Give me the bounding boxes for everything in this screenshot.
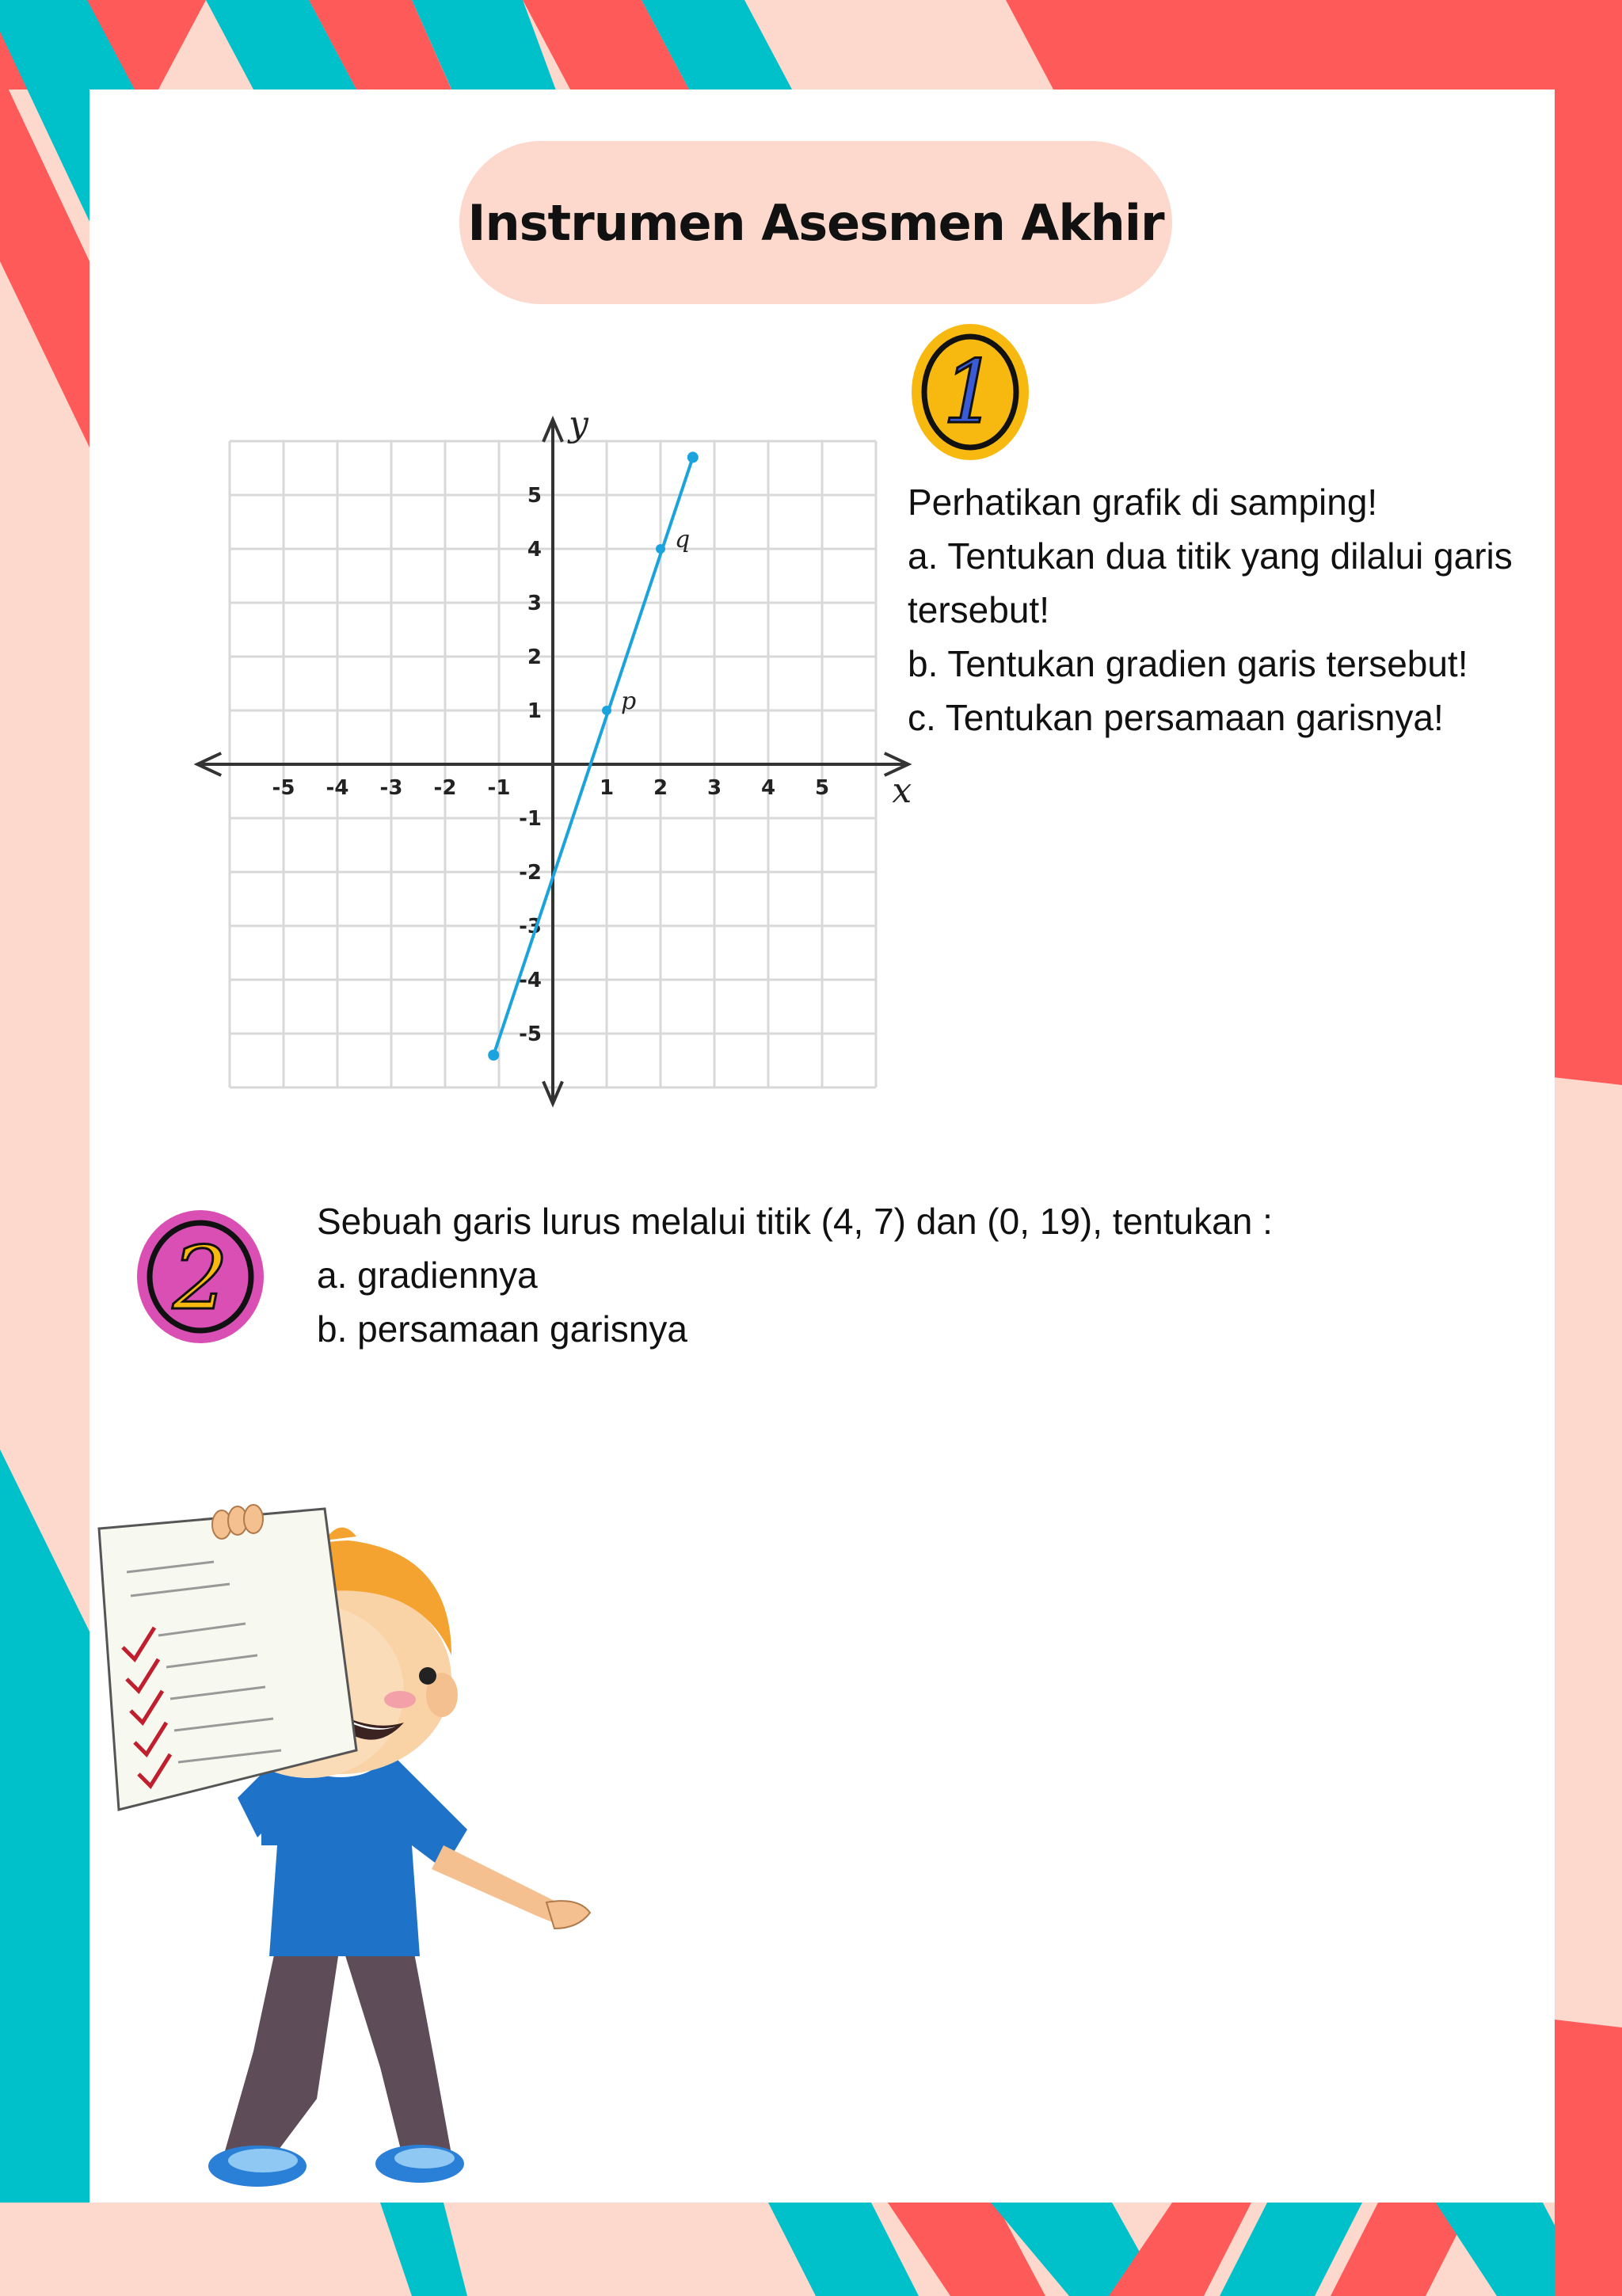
x-tick-label: -4 (326, 776, 349, 800)
coordinate-graph (190, 396, 919, 1125)
point-q (656, 544, 665, 554)
page-title: Instrumen Asesmen Akhir (467, 193, 1164, 252)
y-tick-label: -4 (519, 969, 542, 992)
y-axis-label: y (569, 404, 588, 445)
q1-line: Perhatikan grafik di samping! (908, 482, 1378, 523)
x-tick-label: -1 (487, 776, 511, 800)
number-one-badge-icon (907, 321, 1034, 463)
question-two-text (317, 1194, 1273, 1356)
x-tick-label: -5 (272, 776, 295, 800)
y-tick-label: 2 (527, 645, 542, 669)
point-label-q: q (675, 526, 691, 554)
y-tick-label: -5 (519, 1022, 542, 1046)
x-tick-label: 4 (760, 776, 776, 800)
q2-line: b. persamaan garisnya (317, 1308, 687, 1350)
line-endpoint (687, 451, 699, 463)
y-tick-label: -3 (519, 915, 542, 939)
line-endpoint (488, 1049, 499, 1060)
x-tick-label: 3 (706, 776, 722, 800)
badge-two-number: 2 (173, 1228, 228, 1329)
x-tick-label: -3 (379, 776, 403, 800)
x-tick-label: 1 (599, 776, 615, 800)
x-tick-label: 2 (653, 776, 668, 800)
point-p (602, 706, 611, 715)
badge-one-number: 1 (942, 341, 998, 443)
question-one-text (908, 475, 1513, 744)
number-two-badge-icon (133, 1204, 268, 1346)
y-tick-label: 4 (527, 538, 542, 562)
title-pill (459, 141, 1172, 304)
q2-line: a. gradiennya (317, 1255, 538, 1296)
q1-line: a. Tentukan dua titik yang dilalui garis (908, 535, 1513, 577)
q1-line: tersebut! (908, 589, 1049, 630)
y-tick-label: -1 (519, 807, 542, 831)
q1-line: b. Tentukan gradien garis tersebut! (908, 643, 1468, 684)
q1-line: c. Tentukan persamaan garisnya! (908, 697, 1444, 738)
y-tick-label: 3 (527, 592, 542, 615)
y-tick-label: 5 (527, 484, 542, 508)
y-tick-label: 1 (527, 699, 542, 723)
x-tick-label: 5 (814, 776, 830, 800)
y-tick-label: -2 (519, 861, 542, 885)
x-tick-label: -2 (433, 776, 457, 800)
boy-holding-checklist-icon (79, 1497, 665, 2202)
x-axis-label: x (892, 771, 912, 811)
q2-line: Sebuah garis lurus melalui titik (4, 7) dan (0, 19), tentukan : (317, 1201, 1273, 1242)
point-label-p: p (621, 687, 637, 715)
